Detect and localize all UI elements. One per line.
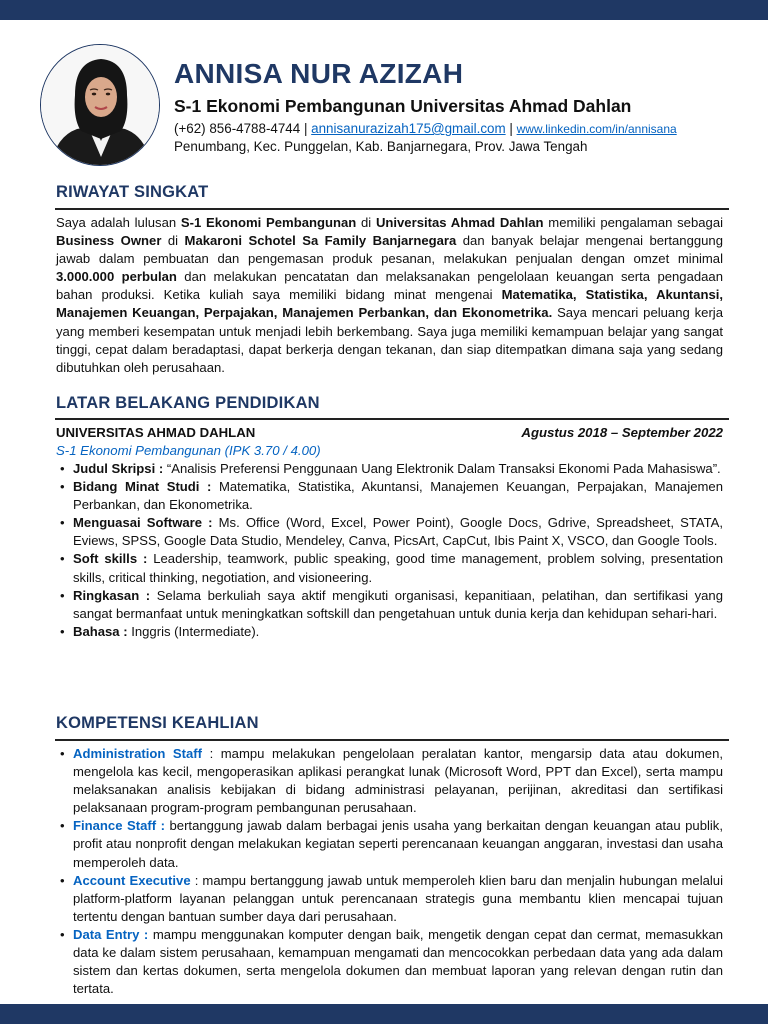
section-title-competency: KOMPETENSI KEAHLIAN: [56, 714, 259, 732]
degree-title: S-1 Ekonomi Pembangunan Universitas Ahmad Dahlan: [174, 96, 632, 116]
education-detail-text: Selama berkuliah saya aktif mengikuti organisasi, kepanitiaan, pelatihan, dan sertifikasi yang sangat bermanfaat untuk meningkatkan softskill dan pengetahuan untuk dunia kerja dan kehidupan sehari-hari.: [73, 587, 723, 621]
summary-highlight: Universitas Ahmad Dahlan: [375, 215, 544, 230]
summary-highlight: Makaroni Schotel Sa Family Banjarnegara: [184, 233, 457, 249]
education-detail-item: [56, 460, 723, 478]
bullet-icon: •: [60, 818, 65, 834]
competency-item: [56, 872, 723, 926]
education-detail-text: Matematika, Statistika, Akuntansi, Manajemen Keuangan, Perpajakan, Manajemen Perbankan, dan Ekonometrika.: [73, 479, 724, 513]
address: Penumbang, Kec. Punggelan, Kab. Banjarnegara, Prov. Jawa Tengah: [174, 139, 588, 154]
education-header: [56, 424, 723, 442]
summary-text: Saya adalah lulusan: [56, 215, 181, 230]
summary-highlight: S-1 Ekonomi Pembangunan: [180, 215, 357, 230]
section-divider: [55, 739, 729, 741]
summary-text: dan melakukan pencatatan dan melaksanakan pengelolaan keuangan serta pengadaan bahan produksi. Ketika kuliah saya memiliki bidang minat mengenai: [56, 269, 723, 303]
competency-item: [56, 817, 723, 871]
competency-label: Administration Staff: [73, 746, 203, 761]
phone-number: (+62) 856-4788-4744: [174, 121, 301, 136]
summary-highlight: Matematika, Statistika, Akuntansi, Manajemen Keuangan, Perpajakan, Manajemen Perbankan, dan Ekonometrika.: [56, 287, 723, 321]
email-link[interactable]: annisanurazizah175@gmail.com: [311, 121, 506, 136]
top-bar: [0, 0, 768, 20]
person-avatar-icon: [41, 45, 160, 166]
bullet-icon: •: [60, 551, 65, 567]
full-name: ANNISA NUR AZIZAH: [174, 58, 464, 89]
education-detail-label: Menguasai Software :: [73, 515, 213, 531]
bullet-icon: •: [60, 746, 65, 761]
competency-list: [56, 745, 723, 998]
linkedin-link[interactable]: www.linkedin.com/in/annisana: [516, 122, 677, 136]
education-period: Agustus 2018 – September 2022: [521, 425, 723, 440]
section-title-summary: RIWAYAT SINGKAT: [56, 183, 209, 201]
profile-photo: [40, 44, 160, 166]
section-divider: [55, 208, 729, 210]
competency-label: Data Entry :: [73, 926, 149, 942]
section-title-education: LATAR BELAKANG PENDIDIKAN: [56, 394, 320, 412]
summary-text: di: [161, 233, 185, 249]
bullet-icon: •: [60, 623, 65, 639]
summary-text: di: [356, 215, 376, 230]
bullet-icon: •: [60, 926, 65, 942]
bottom-bar: [0, 1004, 768, 1024]
education-detail-label: Bahasa :: [73, 623, 128, 639]
education-detail-text: Leadership, teamwork, public speaking, good time management, problem solving, presentation skills, critical thinking, negotiation, and visioneering.: [73, 551, 723, 585]
contact-line: [174, 120, 734, 138]
bullet-icon: •: [60, 587, 65, 603]
competency-text: : mampu melakukan pengelolaan peralatan kantor, mengarsip data atau dokumen, mengelola kas kecil, mengoperasikan aplikasi perangkat lunak (Microsoft Word, PPT dan Excel), serta mampu melaksanakan analisis kebijakan di bidang administrasi pelayanan, perijinan, akreditasi dan sertifikasi pelaksanaan program-program pembangunan perusahaan.: [73, 746, 723, 816]
education-details-list: [56, 460, 723, 641]
education-detail-text: “Analisis Preferensi Penggunaan Uang Elektronik Dalam Transaksi Ekonomi Pada Mahasiswa”.: [163, 461, 721, 476]
education-detail-text: Ms. Office (Word, Excel, Power Point), Google Docs, Gdrive, Spreadsheet, STATA, Eviews, SPSS, Google Data Studio, Mendeley, Canva, PicsArt, CapCut, Ibis Paint X, VSCO, dan Google Tools.: [73, 515, 723, 549]
education-detail-item: [56, 623, 723, 641]
summary-highlight: 3.000.000 perbulan: [56, 269, 177, 285]
summary-text: memiliki pengalaman sebagai: [543, 215, 724, 230]
bullet-icon: •: [60, 515, 65, 531]
bullet-icon: •: [60, 479, 65, 495]
education-detail-label: Bidang Minat Studi :: [73, 479, 212, 495]
education-detail-item: [56, 478, 723, 514]
education-detail-item: [56, 514, 723, 550]
summary-text: Saya mencari peluang kerja yang memberi kesempatan untuk menjadi lebih berkembang. Saya juga memiliki kemampuan belajar yang sangat tinggi, cepat dalam beradaptasi, dapat berkerja dengan tekanan, dan siap ditempatkan dimana saja yang sedang dibutuhkan oleh perusahaan.: [56, 305, 724, 375]
education-detail-item: [56, 550, 723, 586]
competency-label: Account Executive: [73, 872, 191, 888]
competency-text: : mampu bertanggung jawab untuk memperoleh klien baru dan menjalin hubungan melalui platform-platform layanan pelanggan untuk perencanaan strategis guna membantu klien mencapai tujuan tertentu dengan bantuan sumber daya dari perusahaan.: [73, 872, 723, 924]
competency-text: bertanggung jawab dalam berbagai jenis usaha yang berkaitan dengan keuangan atau publik, profit atau nonprofit dengan melakukan kegiatan seperti perencanaan keuangan anggaran, investasi dan usaha memperoleh data.: [73, 818, 723, 870]
section-divider: [55, 418, 729, 420]
bullet-icon: •: [60, 461, 65, 476]
summary-text: dan banyak belajar mengenai bertanggung jawab dalam pembuatan dan pengemasan produk pesanan, melakukan penjualan dengan omzet minimal: [56, 233, 723, 267]
competency-text: mampu menggunakan komputer dengan baik, mengetik dengan cepat dan cermat, memasukkan data ke dalam sistem perusahaan, kemampuan mengamati dan mencocokkan perbedaan data yang ada dalam sistem dan kertas dokumen, serta mengelola dokumen dan membuat laporan yang relevan dengan rutin dan tertata.: [73, 926, 723, 997]
competency-label: Finance Staff :: [73, 818, 165, 834]
education-detail-label: Soft skills :: [73, 551, 148, 567]
education-detail-item: [56, 587, 723, 623]
education-detail-label: Judul Skripsi :: [73, 461, 164, 476]
competency-item: [56, 745, 723, 817]
education-degree: S-1 Ekonomi Pembangunan (IPK 3.70 / 4.00): [56, 443, 321, 458]
competency-item: [56, 926, 723, 998]
separator: |: [509, 121, 513, 136]
education-detail-label: Ringkasan :: [73, 587, 151, 603]
separator: |: [303, 121, 308, 136]
bullet-icon: •: [60, 872, 65, 888]
summary-highlight: Business Owner: [56, 233, 162, 249]
university-name: UNIVERSITAS AHMAD DAHLAN: [56, 425, 256, 440]
summary-paragraph: [56, 214, 723, 377]
header: [174, 56, 734, 155]
education-detail-text: Inggris (Intermediate).: [127, 623, 260, 639]
